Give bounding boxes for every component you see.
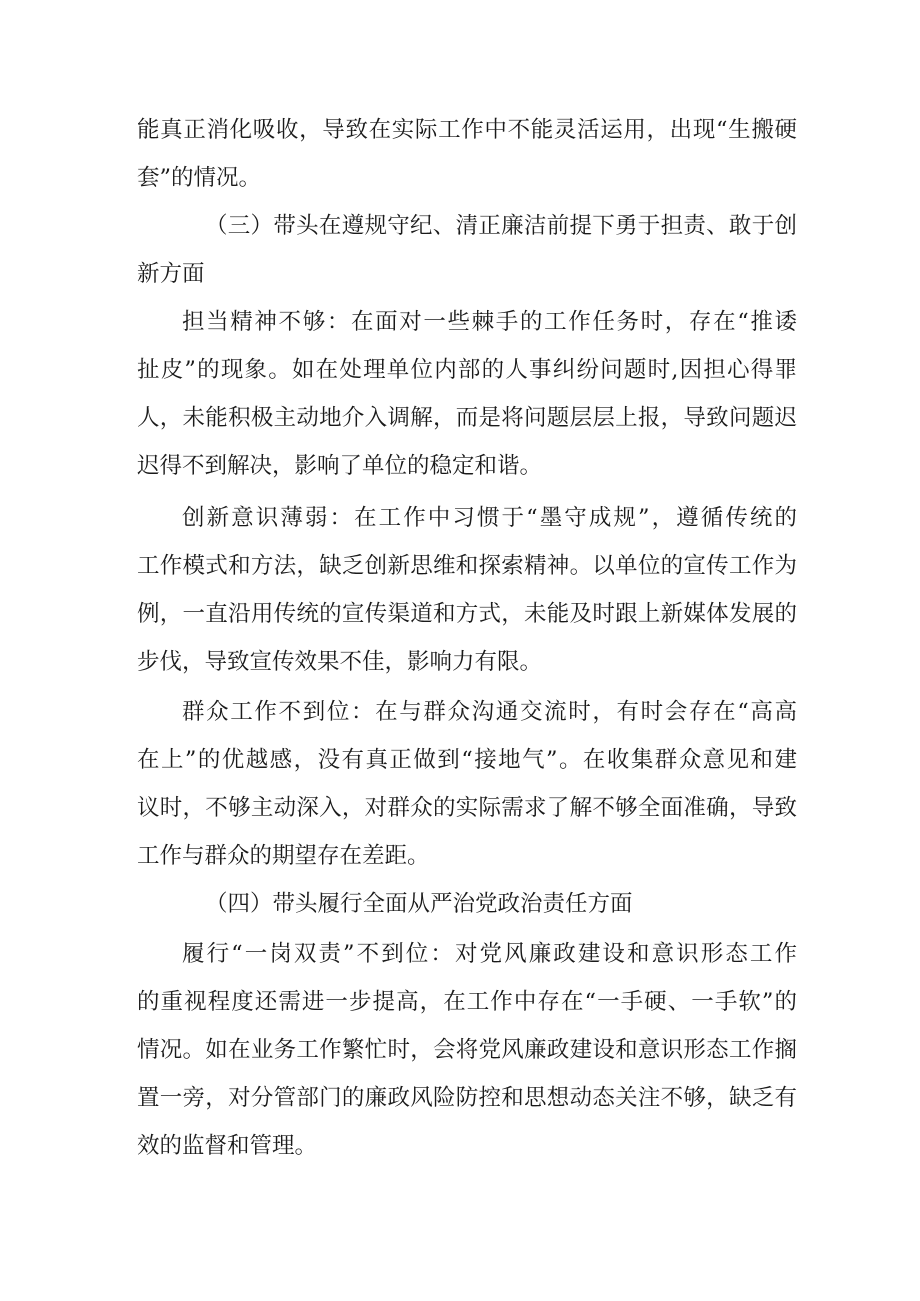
text-line: 在上”的优越感，没有真正做到“接地气”。在收集群众意见和建 [137,747,797,773]
section-heading: （四）带头履行全面从严治党政治责任方面 [205,891,633,917]
text-line: 议时，不够主动深入，对群众的实际需求了解不够全面准确，导致 [137,795,797,821]
text-line: 套”的情况。 [137,165,262,191]
text-line: 工作模式和方法，缺乏创新思维和探索精神。以单位的宣传工作为 [137,553,797,579]
paragraph-start: 担当精神不够：在面对一些棘手的工作任务时，存在“推诿 [182,309,797,335]
text-line: 的重视程度还需进一步提高，在工作中存在“一手硬、一手软”的 [137,989,797,1015]
text-line: 迟得不到解决，影响了单位的稳定和谐。 [137,453,543,479]
text-line: 效的监督和管理。 [137,1133,318,1159]
paragraph-start: 群众工作不到位：在与群众沟通交流时，有时会存在“高高 [182,699,797,725]
text-line: 置一旁，对分管部门的廉政风险防控和思想动态关注不够，缺乏有 [137,1085,797,1111]
text-line: 能真正消化吸收，导致在实际工作中不能灵活运用，出现“生搬硬 [137,117,797,143]
text-line: 步伐，导致宣传效果不佳，影响力有限。 [137,649,543,675]
section-heading: （三）带头在遵规守纪、清正廉洁前提下勇于担责、敢于创 [205,213,797,239]
text-line: 情况。如在业务工作繁忙时，会将党风廉政建设和意识形态工作搁 [137,1037,797,1063]
text-line: 例，一直沿用传统的宣传渠道和方式，未能及时跟上新媒体发展的 [137,601,797,627]
text-line: 人，未能积极主动地介入调解，而是将问题层层上报，导致问题迟 [137,405,797,431]
paragraph-start: 创新意识薄弱：在工作中习惯于“墨守成规”，遵循传统的 [182,505,797,531]
section-heading: 新方面 [137,261,205,287]
text-line: 扯皮”的现象。如在处理单位内部的人事纠纷问题时,因担心得罪 [137,357,797,383]
paragraph-start: 履行“一岗双责”不到位：对党风廉政建设和意识形态工作 [182,941,797,967]
text-line: 工作与群众的期望存在差距。 [137,843,430,869]
